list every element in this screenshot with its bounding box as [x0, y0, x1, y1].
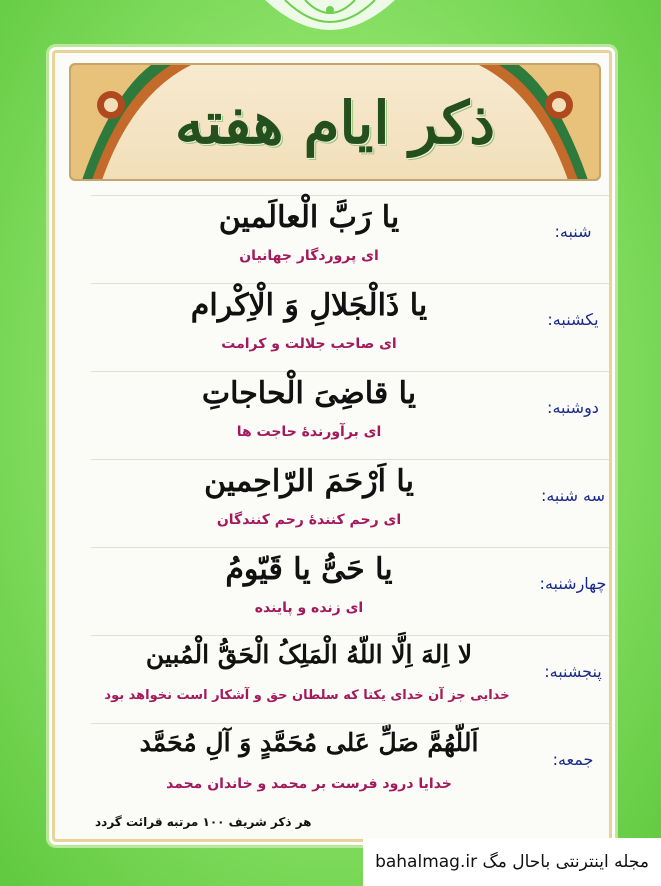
zikr-text: یا اَرْحَمَ الرّاحِمین [204, 464, 414, 499]
zikr-meaning: ای صاحب جلالت و کرامت [221, 336, 397, 352]
zikr-meaning: ای برآورندهٔ حاجت ها [236, 424, 382, 440]
zikr-text: اَللّهُمَّ صَلِّ عَلی مُحَمَّدٍ وَ آلِ مُحَمَّد [139, 728, 479, 757]
zikr-text: یا حَیُّ یا قَیّومُ [225, 552, 393, 587]
day-label: شنبه: [554, 222, 592, 241]
day-row-wednesday [91, 547, 611, 627]
day-label: جمعه: [552, 750, 594, 769]
day-label: سه شنبه: [540, 486, 606, 505]
day-label: چهارشنبه: [539, 574, 607, 593]
site-watermark: مجله اینترنتی باحال مگ bahalmag.ir [363, 838, 661, 886]
day-row-friday [91, 723, 611, 803]
zikr-meaning: ای پروردگار جهانیان [239, 248, 379, 264]
zikr-meaning: خدایا درود فرست بر محمد و خاندان محمد [166, 776, 452, 792]
day-label: یکشنبه: [547, 310, 599, 329]
recitation-note: هر ذکر شریف ۱۰۰ مرتبه قرائت گردد [95, 815, 312, 829]
content-frame [52, 50, 612, 842]
day-row-sunday [91, 283, 611, 363]
day-row-tuesday [91, 459, 611, 539]
day-label: پنجشنبه: [544, 662, 602, 681]
zikr-meaning: خدایی جز آن خدای یکتا که سلطان حق و آشکار است نخواهد بود [104, 688, 510, 703]
top-floral-ornament-icon [265, 0, 395, 36]
zikr-text: یا قاضِیَ الْحاجاتِ [201, 376, 417, 411]
page-title: ذکر ایام هفته [174, 89, 496, 157]
day-row-saturday [91, 195, 611, 275]
zikr-text: یا رَبَّ الْعالَمین [218, 200, 400, 235]
day-row-thursday [91, 635, 611, 715]
title-banner [69, 63, 601, 181]
zikr-text: لا اِلهَ اِلَّا اللّهُ الْمَلِکُ الْحَقُّ الْمُبین [145, 640, 473, 669]
day-label: دوشنبه: [547, 398, 599, 417]
zikr-text: یا ذَالْجَلالِ وَ الْاِکْرام [190, 288, 428, 323]
zikr-meaning: ای زنده و پاینده [254, 600, 364, 616]
day-row-monday [91, 371, 611, 451]
zikr-meaning: ای رحم کنندهٔ رحم کنندگان [216, 512, 402, 528]
